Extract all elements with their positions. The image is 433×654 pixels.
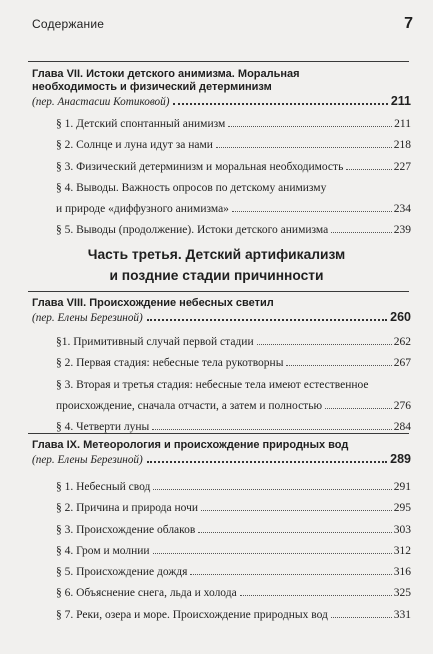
running-head [32,15,413,33]
chapter-7-heading [32,68,411,109]
dot-leader [198,532,391,533]
toc-entry-page: 312 [393,544,411,557]
dot-leader [147,319,387,321]
toc-entry-page: 234 [393,203,411,216]
chapter-7-entries [56,114,411,242]
toc-entry [56,541,411,562]
toc-entry-page: 291 [393,481,411,493]
toc-entry-text: § 3. Физический детерминизм и моральная необходимость [56,160,344,173]
toc-entry-text: § 2. Первая стадия: небесные тела рукотворны [56,357,284,370]
toc-entry [56,583,411,604]
toc-entry [56,135,411,156]
toc-entry-page: 218 [393,139,411,152]
toc-entry-text: § 2. Солнце и луна идут за нами [56,139,213,152]
toc-entry [56,178,411,221]
dot-leader [257,344,392,345]
dot-leader [286,365,391,366]
toc-entry-page: 316 [393,566,411,579]
dot-leader [240,595,392,596]
toc-entry-page: 325 [393,587,411,600]
chapter-divider [28,433,409,434]
toc-entry-page: 239 [393,224,411,237]
chapter-9-title: Глава IX. Метеорология и происхождение природных вод [32,439,349,451]
toc-entry [56,417,411,438]
toc-entry-text-continued: происхождение, сначала отчасти, а затем и полностью [56,399,323,412]
chapter-9-translator: (пер. Елены Березиной) [32,454,143,466]
toc-entry-text: § 1. Небесный свод [56,481,151,493]
toc-entry [56,220,411,241]
toc-entry-text-continued: и природе «диффузного анимизма» [56,203,229,216]
dot-leader [147,461,387,463]
toc-entry-page: 303 [393,523,411,536]
dot-leader [190,574,391,575]
toc-entry-page: 331 [393,608,411,621]
toc-entry-text: § 4. Четверти луны [56,421,150,434]
dot-leader [201,510,392,511]
toc-entry-text: §1. Примитивный случай первой стадии [56,336,254,348]
dot-leader [228,126,392,127]
chapter-7-title-line2: необходимость и физический детерминизм [32,81,272,93]
toc-entry-text: § 6. Объяснение снега, льда и холода [56,587,237,600]
chapter-divider [28,61,409,62]
toc-entry-page: 262 [393,336,411,348]
dot-leader [331,232,392,233]
chapter-8-entries [56,332,411,438]
toc-entry-text: § 5. Выводы (продолжение). Истоки детского анимизма [56,224,329,237]
toc-entry-text: § 4. Гром и молнии [56,544,150,557]
toc-entry [56,114,411,135]
toc-entry-text: § 4. Выводы. Важность опросов по детскому анимизму [56,181,327,194]
toc-entry [56,332,411,353]
toc-entry-page: 284 [393,421,411,434]
dot-leader [152,429,392,430]
chapter-divider [28,291,409,292]
toc-entry [56,562,411,583]
toc-entry [56,477,411,498]
toc-entry-page: 276 [393,399,411,412]
toc-entry-text: § 1. Детский спонтанный анимизм [56,118,226,130]
dot-leader [346,169,391,170]
chapter-9-heading [32,439,411,467]
chapter-9-entries [56,477,411,626]
toc-entry-page: 227 [393,160,411,173]
dot-leader [331,617,392,618]
chapter-7-title-line1: Глава VII. Истоки детского анимизма. Моральная [32,68,300,80]
dot-leader [153,489,391,490]
toc-entry-text: § 2. Причина и природа ночи [56,502,199,515]
chapter-7-page: 211 [390,94,411,108]
toc-entry-text: § 3. Вторая и третья стадия: небесные тела имеют естественное [56,378,369,391]
toc-entry-text: § 5. Происхождение дождя [56,566,188,579]
part-3-title-line1: Часть третья. Детский артификализм [87,247,346,262]
dot-leader [153,553,392,554]
toc-entry [56,520,411,541]
dot-leader [216,147,392,148]
toc-entry [56,353,411,374]
running-head-title: Содержание [32,17,105,31]
chapter-8-title: Глава VIII. Происхождение небесных светил [32,297,274,309]
chapter-8-translator: (пер. Елены Березиной) [32,312,143,324]
chapter-8-page: 260 [390,310,411,324]
toc-entry-page: 295 [393,502,411,515]
part-3-title-line2: и поздние стадии причинности [109,268,324,283]
chapter-9-page: 289 [390,452,411,466]
dot-leader [173,103,387,105]
toc-entry-page: 211 [394,118,411,130]
toc-entry [56,375,411,418]
chapter-8-heading [32,297,411,325]
toc-entry [56,605,411,626]
page-number: 7 [404,15,413,32]
toc-entry [56,498,411,519]
dot-leader [232,211,392,212]
toc-entry-text: § 3. Происхождение облаков [56,523,196,536]
toc-entry-page: 267 [393,357,411,370]
toc-entry-text: § 7. Реки, озера и море. Происхождение природных вод [56,608,328,621]
dot-leader [325,408,392,409]
chapter-7-translator: (пер. Анастасии Котиковой) [32,96,170,108]
toc-entry [56,157,411,178]
